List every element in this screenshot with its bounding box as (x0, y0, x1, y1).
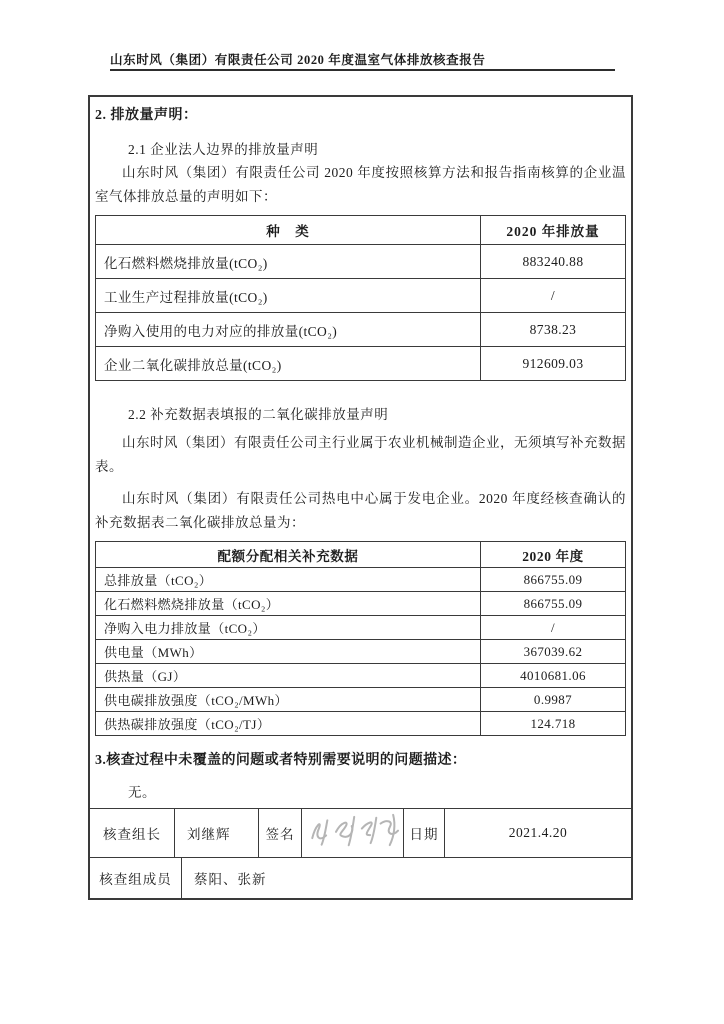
table-row (96, 568, 626, 592)
section2-heading: 2. 排放量声明： (95, 108, 198, 123)
sign-label-cell: 签名 (259, 809, 302, 857)
content-border-box (88, 95, 633, 900)
members-value-cell: 蔡阳、张新 (194, 872, 267, 887)
row-value: 8738.23 (481, 313, 626, 347)
row-label: 总排放量（tCO₂） (96, 568, 481, 592)
section2-sub2-heading: 2.2 补充数据表填报的二氧化碳排放量声明 (128, 407, 389, 422)
table-row (96, 640, 626, 664)
row-value: 124.718 (481, 712, 626, 736)
header-rule (110, 69, 615, 71)
row-value: / (481, 279, 626, 313)
section2-sub2-paragraph2: 山东时风（集团）有限责任公司热电中心属于发电企业。2020 年度经核查确认的补充数据表二氧化碳排放总量为： (95, 491, 626, 530)
table2-header-value: 2020 年度 (481, 542, 626, 568)
table-row (96, 664, 626, 688)
row-value: 883240.88 (481, 245, 626, 279)
table-header-row (96, 216, 626, 245)
row-label: 净购入使用的电力对应的排放量(tCO₂) (96, 313, 481, 347)
table-row (96, 279, 626, 313)
row-label: 企业二氧化碳排放总量(tCO₂) (96, 347, 481, 381)
signature-cell (302, 809, 404, 857)
signoff-table (90, 808, 631, 898)
section2-sub1-paragraph: 山东时风（集团）有限责任公司 2020 年度按照核算方法和报告指南核算的企业温室气体排放总量的声明如下： (95, 165, 626, 204)
row-value: 0.9987 (481, 688, 626, 712)
section2-sub2-paragraph1: 山东时风（集团）有限责任公司主行业属于农业机械制造企业，无须填写补充数据表。 (95, 435, 626, 474)
table1-header-value: 2020 年排放量 (481, 216, 626, 245)
members-label-cell: 核查组成员 (90, 858, 182, 898)
row-label: 净购入电力排放量（tCO₂） (96, 616, 481, 640)
section2-sub1-heading: 2.1 企业法人边界的排放量声明 (128, 142, 319, 157)
content-area (90, 97, 631, 898)
table-row (96, 616, 626, 640)
row-value: 912609.03 (481, 347, 626, 381)
date-label-cell: 日期 (404, 809, 445, 857)
row-label: 工业生产过程排放量(tCO₂) (96, 279, 481, 313)
row-label: 供热碳排放强度（tCO₂/TJ） (96, 712, 481, 736)
table-row (96, 347, 626, 381)
row-label: 供电碳排放强度（tCO₂/MWh） (96, 688, 481, 712)
supplementary-data-table (95, 541, 626, 736)
row-value: 367039.62 (481, 640, 626, 664)
row-label: 供热量（GJ） (96, 664, 481, 688)
table-row (96, 592, 626, 616)
row-value: 866755.09 (481, 592, 626, 616)
table-header-row (96, 542, 626, 568)
row-label: 化石燃料燃烧排放量(tCO₂) (96, 245, 481, 279)
row-label: 化石燃料燃烧排放量（tCO₂） (96, 592, 481, 616)
leader-name-cell: 刘继辉 (175, 809, 259, 857)
signoff-row-members (90, 858, 631, 898)
leader-label-cell: 核查组长 (90, 809, 175, 857)
signature-image (304, 808, 400, 857)
table2-header-category: 配额分配相关补充数据 (96, 542, 481, 568)
emissions-declaration-table (95, 215, 626, 381)
table-row (96, 712, 626, 736)
doc-header-title: 山东时风（集团）有限责任公司 2020 年度温室气体排放核查报告 (110, 53, 486, 67)
table-row (96, 313, 626, 347)
table-row (96, 245, 626, 279)
section3-heading: 3.核查过程中未覆盖的问题或者特别需要说明的问题描述： (95, 753, 467, 768)
date-value-cell: 2021.4.20 (508, 825, 568, 840)
row-value: 4010681.06 (481, 664, 626, 688)
table-row (96, 688, 626, 712)
section3-content: 无。 (128, 785, 156, 800)
row-value: / (481, 616, 626, 640)
row-value: 866755.09 (481, 568, 626, 592)
table1-header-category: 种 类 (96, 216, 481, 245)
signoff-row-leader (90, 809, 631, 858)
row-label: 供电量（MWh） (96, 640, 481, 664)
